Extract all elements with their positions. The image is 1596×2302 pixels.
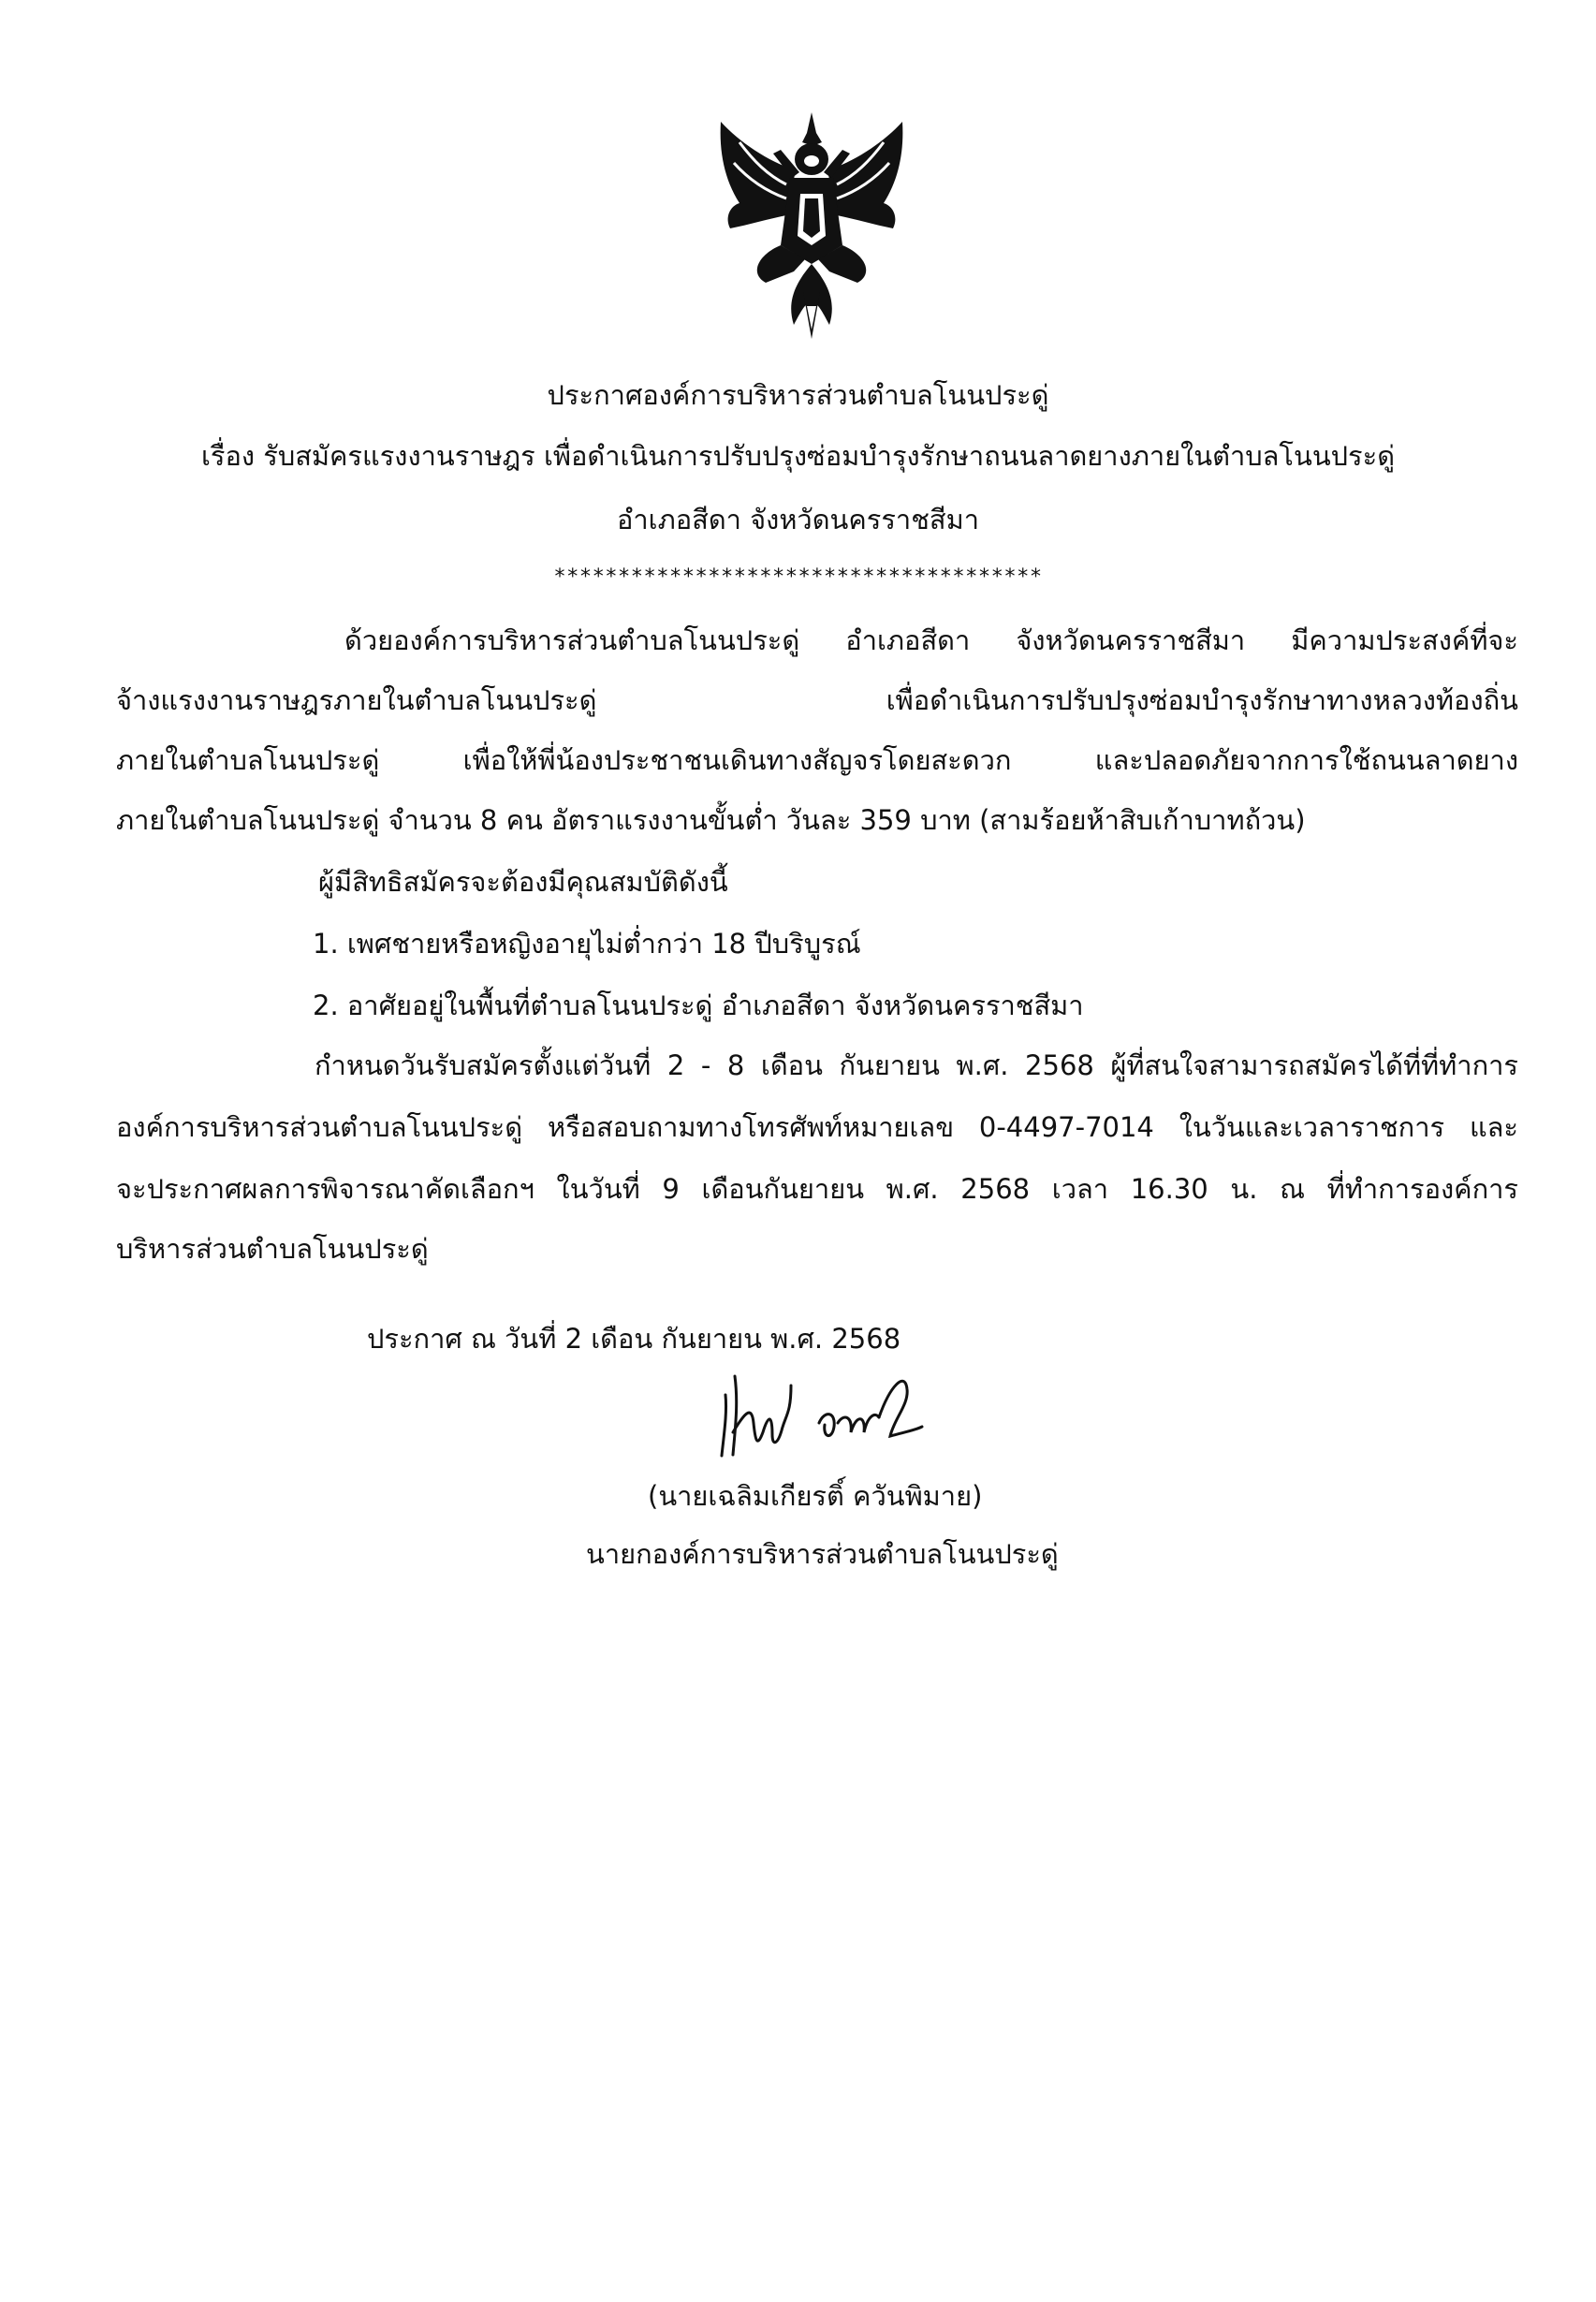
announcement-subject-location: อำเภอสีดา จังหวัดนครราชสีมา bbox=[616, 504, 979, 535]
announce-date: ประกาศ ณ วันที่ 2 เดือน กันยายน พ.ศ. 2568 bbox=[367, 1323, 901, 1355]
schedule-line: จะประกาศผลการพิจารณาคัดเลือกฯ ในวันที่ 9 เดือนกันยายน พ.ศ. 2568 เวลา 16.30 น. ณ ที่ทำการองค์การ bbox=[116, 1173, 1518, 1205]
separator-line: ************************************** bbox=[553, 565, 1043, 589]
intro-line: ภายในตำบลโนนประดู่ เพื่อให้พี่น้องประชาชนเดินทางสัญจรโดยสะดวก และปลอดภัยจากการใช้ถนนลาดยาง bbox=[116, 744, 1518, 776]
garuda-emblem-icon bbox=[711, 105, 913, 344]
signer-position: นายกองค์การบริหารส่วนตำบลโนนประดู่ bbox=[586, 1538, 1059, 1570]
qualification-item: 2. อาศัยอยู่ในพื้นที่ตำบลโนนประดู่ อำเภอสีดา จังหวัดนครราชสีมา bbox=[313, 990, 1084, 1021]
intro-line: ภายในตำบลโนนประดู่ จำนวน 8 คน อัตราแรงงานขั้นต่ำ วันละ 359 บาท (สามร้อยห้าสิบเก้าบาทถ้วน) bbox=[116, 804, 1306, 836]
schedule-line: องค์การบริหารส่วนตำบลโนนประดู่ หรือสอบถามทางโทรศัพท์หมายเลข 0-4497-7014 ในวันและเวลาราชการ และ bbox=[116, 1111, 1518, 1143]
qualification-item: 1. เพศชายหรือหญิงอายุไม่ต่ำกว่า 18 ปีบริบูรณ์ bbox=[313, 928, 861, 960]
schedule-line: บริหารส่วนตำบลโนนประดู่ bbox=[116, 1233, 429, 1265]
signer-name: (นายเฉลิมเกียรติ์ ควันพิมาย) bbox=[648, 1480, 983, 1512]
schedule-line: กำหนดวันรับสมัครตั้งแต่วันที่ 2 - 8 เดือน กันยายน พ.ศ. 2568 ผู้ที่สนใจสามารถสมัครได้ที่ที่ทำการ bbox=[315, 1049, 1518, 1081]
qualification-heading: ผู้มีสิทธิสมัครจะต้องมีคุณสมบัติดังนี้ bbox=[318, 866, 728, 898]
intro-line: จ้างแรงงานราษฎรภายในตำบลโนนประดู่ เพื่อดำเนินการปรับปรุงซ่อมบำรุงรักษาทางหลวงท้องถิ่น bbox=[116, 684, 1518, 716]
signature-image bbox=[707, 1357, 931, 1465]
intro-line: ด้วยองค์การบริหารส่วนตำบลโนนประดู่ อำเภอสีดา จังหวัดนครราชสีมา มีความประสงค์ที่จะ bbox=[344, 624, 1518, 656]
announcement-subject: เรื่อง รับสมัครแรงงานราษฎร เพื่อดำเนินการปรับปรุงซ่อมบำรุงรักษาถนนลาดยางภายในตำบลโนนประดู่ bbox=[200, 440, 1396, 472]
announcement-title: ประกาศองค์การบริหารส่วนตำบลโนนประดู่ bbox=[547, 379, 1049, 411]
